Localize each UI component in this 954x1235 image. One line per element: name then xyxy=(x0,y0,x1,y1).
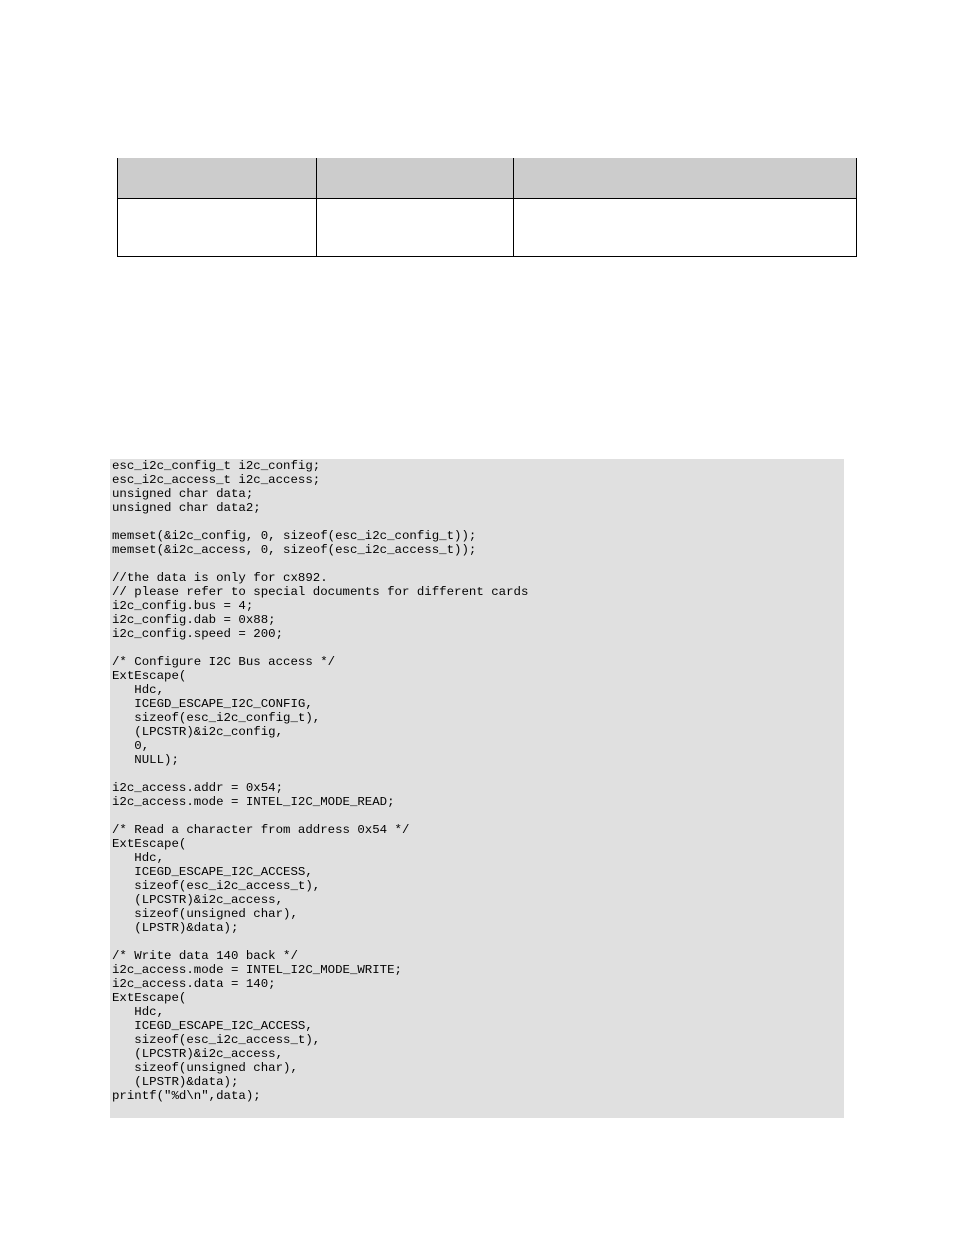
code-line: printf("%d\n",data); xyxy=(112,1089,261,1103)
code-line: unsigned char data2; xyxy=(112,501,261,515)
code-line: memset(&i2c_config, 0, sizeof(esc_i2c_config_t)); xyxy=(112,529,477,543)
code-line: /* Configure I2C Bus access */ xyxy=(112,655,336,669)
code-sample-block xyxy=(110,459,844,1118)
code-line xyxy=(112,557,844,571)
code-line: i2c_access.addr = 0x54; xyxy=(112,781,284,795)
code-line: // please refer to special documents for different cards xyxy=(112,585,529,599)
code-line: //the data is only for cx892. xyxy=(112,571,328,585)
code-line: sizeof(esc_i2c_config_t), xyxy=(112,711,321,725)
table-cell xyxy=(514,199,857,257)
code-line: ExtEscape( xyxy=(112,991,187,1005)
code-line: i2c_access.mode = INTEL_I2C_MODE_WRITE; xyxy=(112,963,402,977)
code-line: ExtEscape( xyxy=(112,837,187,851)
parameter-table xyxy=(117,158,857,257)
code-line: Hdc, xyxy=(112,851,165,865)
code-line: sizeof(unsigned char), xyxy=(112,907,298,921)
code-line: sizeof(esc_i2c_access_t), xyxy=(112,1033,321,1047)
code-line: ICEGD_ESCAPE_I2C_CONFIG, xyxy=(112,697,313,711)
table-cell xyxy=(317,199,514,257)
code-line xyxy=(112,809,844,823)
table-header-cell xyxy=(317,158,514,199)
code-line: ExtEscape( xyxy=(112,669,187,683)
code-line: i2c_access.data = 140; xyxy=(112,977,276,991)
code-line xyxy=(112,515,844,529)
code-line: memset(&i2c_access, 0, sizeof(esc_i2c_access_t)); xyxy=(112,543,477,557)
code-line: NULL); xyxy=(112,753,179,767)
code-line: i2c_config.dab = 0x88; xyxy=(112,613,276,627)
code-line: i2c_access.mode = INTEL_I2C_MODE_READ; xyxy=(112,795,395,809)
code-line xyxy=(112,767,844,781)
code-line: i2c_config.bus = 4; xyxy=(112,599,254,613)
code-line: /* Write data 140 back */ xyxy=(112,949,298,963)
table-header-cell xyxy=(118,158,317,199)
table-cell xyxy=(118,199,317,257)
code-line: (LPSTR)&data); xyxy=(112,921,239,935)
code-line: unsigned char data; xyxy=(112,487,254,501)
table-header-row xyxy=(118,158,857,199)
code-line: 0, xyxy=(112,739,150,753)
code-line: (LPCSTR)&i2c_access, xyxy=(112,893,284,907)
code-line: sizeof(esc_i2c_access_t), xyxy=(112,879,321,893)
code-line: Hdc, xyxy=(112,683,165,697)
code-line: Hdc, xyxy=(112,1005,165,1019)
code-line: (LPCSTR)&i2c_access, xyxy=(112,1047,284,1061)
code-line: (LPCSTR)&i2c_config, xyxy=(112,725,284,739)
code-line xyxy=(112,641,844,655)
table-row xyxy=(118,199,857,257)
code-line: esc_i2c_config_t i2c_config; xyxy=(112,459,321,473)
code-line: ICEGD_ESCAPE_I2C_ACCESS, xyxy=(112,1019,313,1033)
code-line: esc_i2c_access_t i2c_access; xyxy=(112,473,321,487)
code-line: ICEGD_ESCAPE_I2C_ACCESS, xyxy=(112,865,313,879)
code-line xyxy=(112,935,844,949)
code-line: sizeof(unsigned char), xyxy=(112,1061,298,1075)
code-line: i2c_config.speed = 200; xyxy=(112,627,284,641)
code-line: (LPSTR)&data); xyxy=(112,1075,239,1089)
code-line: /* Read a character from address 0x54 */ xyxy=(112,823,410,837)
table-header-cell xyxy=(514,158,857,199)
